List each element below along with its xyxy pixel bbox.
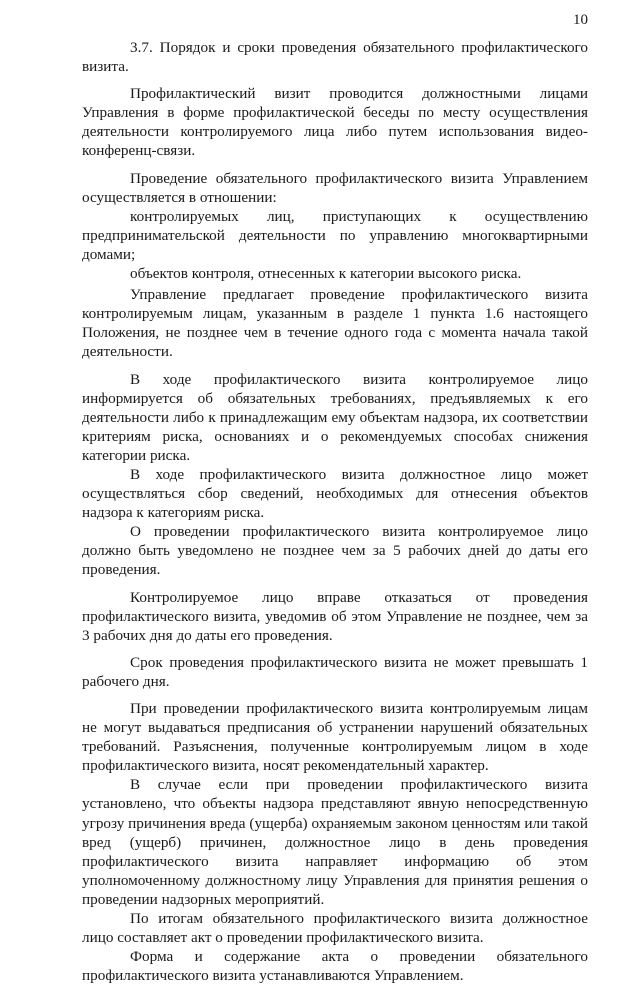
document-body: [82, 38, 588, 985]
paragraph: В ходе профилактического визита должностное лицо может осуществляться сбор сведений, необходимых для отнесения объектов надзора к категориям риска.: [82, 465, 588, 522]
paragraph: При проведении профилактического визита контролируемым лицам не могут выдаваться предписания об устранении нарушений обязательных требований. Разъяснения, полученные контролируемым лицом в ходе профилактического визита, носят рекомендательный характер.: [82, 700, 588, 775]
paragraph: Форма и содержание акта о проведении обязательного профилактического визита устанавливаются Управлением.: [82, 948, 588, 985]
list-item: контролируемых лиц, приступающих к осуществлению предпринимательской деятельности по управлению многоквартирными домами;: [82, 207, 588, 263]
paragraph: Контролируемое лицо вправе отказаться от проведения профилактического визита, уведомив об этом Управление не позднее, чем за 3 рабочих дня до даты его проведения.: [82, 588, 588, 644]
page-number: 10: [573, 12, 588, 28]
section-heading: 3.7. Порядок и сроки проведения обязательного профилактического визита.: [82, 39, 588, 76]
paragraph: В случае если при проведении профилактического визита установлено, что объекты надзора представляют явную непосредственную угрозу причинения вреда (ущерба) охраняемым законом ценностям или такой вред (ущерб) причинен, должностное лицо в день проведения профилактического визита направляет информацию об этом уполномоченному должностному лицу Управления для принятия решения о проведении надзорных мероприятий.: [82, 776, 588, 908]
paragraph: Профилактический визит проводится должностными лицами Управления в форме профилактической беседы по месту осуществления деятельности контролируемого лица либо путем использования видео-конференц-связи.: [82, 85, 588, 160]
paragraph: Проведение обязательного профилактического визита Управлением осуществляется в отношении:: [82, 169, 588, 206]
paragraph: О проведении профилактического визита контролируемое лицо должно быть уведомлено не позднее чем за 5 рабочих дней до даты его проведения.: [82, 523, 588, 579]
paragraph: В ходе профилактического визита контролируемое лицо информируется об обязательных требованиях, предъявляемых к его деятельности либо к принадлежащим ему объектам надзора, их соответствии критериям риска, основаниях и о рекомендуемых способах снижения категории риска.: [82, 370, 588, 464]
list-item: объектов контроля, отнесенных к категории высокого риска.: [130, 265, 522, 283]
paragraph: Управление предлагает проведение профилактического визита контролируемым лицам, указанным в разделе 1 пункта 1.6 настоящего Положения, не позднее чем в течение одного года с момента начала такой деятельности.: [82, 286, 588, 361]
paragraph: Срок проведения профилактического визита не может превышать 1 рабочего дня.: [82, 653, 588, 690]
paragraph: По итогам обязательного профилактического визита должностное лицо составляет акт о проведении профилактического визита.: [82, 910, 588, 947]
